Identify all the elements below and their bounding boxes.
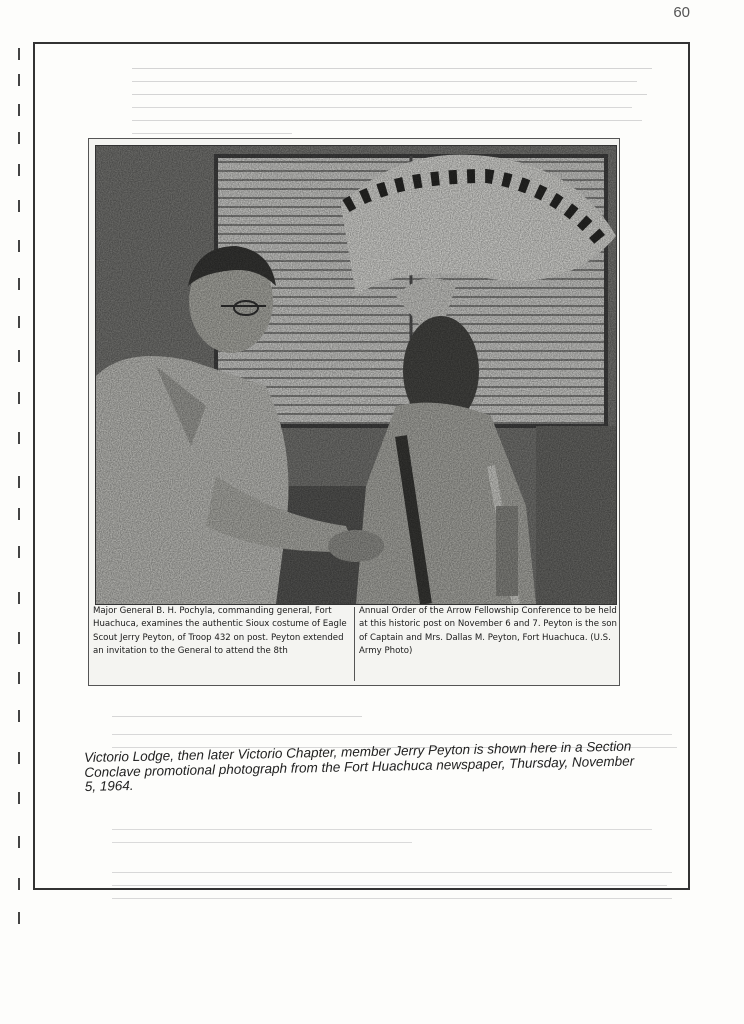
typed-note: Victorio Lodge, then later Victorio Chapter, member Jerry Peyton is shown here in a Section Conclave promotional photograph from the Fort Huachuca newspaper, Thursday, November 5, 1964. bbox=[83, 738, 635, 794]
caption-divider bbox=[354, 607, 355, 681]
page-number: 60 bbox=[673, 4, 690, 21]
photo-caption-right: Annual Order of the Arrow Fellowship Conference to be held at this historic post on November 6 and 7. Peyton is the son of Captain and Mrs. Dallas M. Peyton, Fort Huachuca. (U.S. Army Photo) bbox=[359, 606, 617, 657]
photo-caption-left: Major General B. H. Pochyla, commanding general, Fort Huachuca, examines the authentic Sioux costume of Eagle Scout Jerry Peyton, of Troop 432 on post. Peyton extended an invitation to the General to attend the 8th bbox=[93, 606, 347, 657]
binding-marks bbox=[14, 40, 26, 940]
newspaper-photo bbox=[95, 145, 617, 605]
bleed-through-text-bottom bbox=[112, 700, 677, 920]
newspaper-clipping bbox=[88, 138, 620, 686]
